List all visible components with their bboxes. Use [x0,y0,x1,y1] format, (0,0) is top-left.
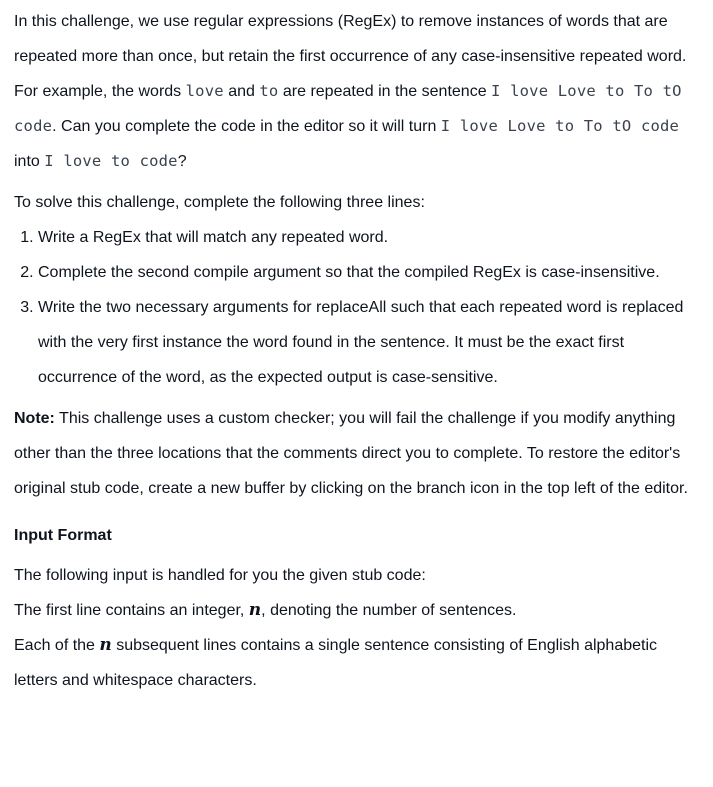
input-text: subsequent lines contains a single sentence consisting of English alphabetic letters and whitespace characters. [14,637,658,689]
step-item: 3. Write the two necessary arguments for replaceAll such that each repeated word is replaced with the very first instance the word found in the sentence. It must be the exact first occurrence of the word, as the expected output is case-sensitive. [38,290,699,395]
input-format-heading: Input Format [14,527,112,544]
step-item: 1. Write a RegEx that will match any repeated word. [38,220,699,255]
step-item: 2. Complete the second compile argument so that the compiled RegEx is case-insensitive. [38,255,699,290]
intro-text: and [223,83,260,100]
code-example-sentence: I love Love to To tO code [14,82,682,135]
steps-list [14,220,699,395]
note-text: This challenge uses a custom checker; you will fail the challenge if you modify anything other than the three locations that the comments direct you to complete. To restore the editor's original stub code, create a new buffer by clicking on the branch icon in the top left of the editor. [14,410,688,497]
code-expected-output: I love to code [44,152,178,170]
input-line-2 [14,628,699,698]
intro-text: ? [177,153,187,170]
intro-text: In this challenge, we use regular expressions (RegEx) to remove instances of words that are repeated more than once, but retain the first occurrence of any case-insensitive repeated word. For example, the words [14,13,687,100]
solve-lead: To solve this challenge, complete the following three lines: [14,194,425,211]
intro-text: . Can you complete the code in the editor so it will turn [52,118,441,135]
input-text: Each of the [14,637,100,654]
input-text: , denoting the number of sentences. [261,602,517,619]
intro-text: into [14,153,45,170]
code-example-sentence: I love Love to To tO code [440,117,680,135]
input-handled-text: The following input is handled for you the given stub code: [14,567,426,584]
math-variable-n: n [99,635,112,655]
note-label: Note: [14,410,55,427]
intro-paragraph [14,4,699,179]
code-to: to [259,82,279,100]
note-paragraph [14,401,699,506]
input-text: The first line contains an integer, [14,602,249,619]
intro-text: are repeated in the sentence [278,83,492,100]
code-love: love [185,82,224,100]
input-line-1 [14,593,699,628]
math-variable-n: n [248,600,262,620]
